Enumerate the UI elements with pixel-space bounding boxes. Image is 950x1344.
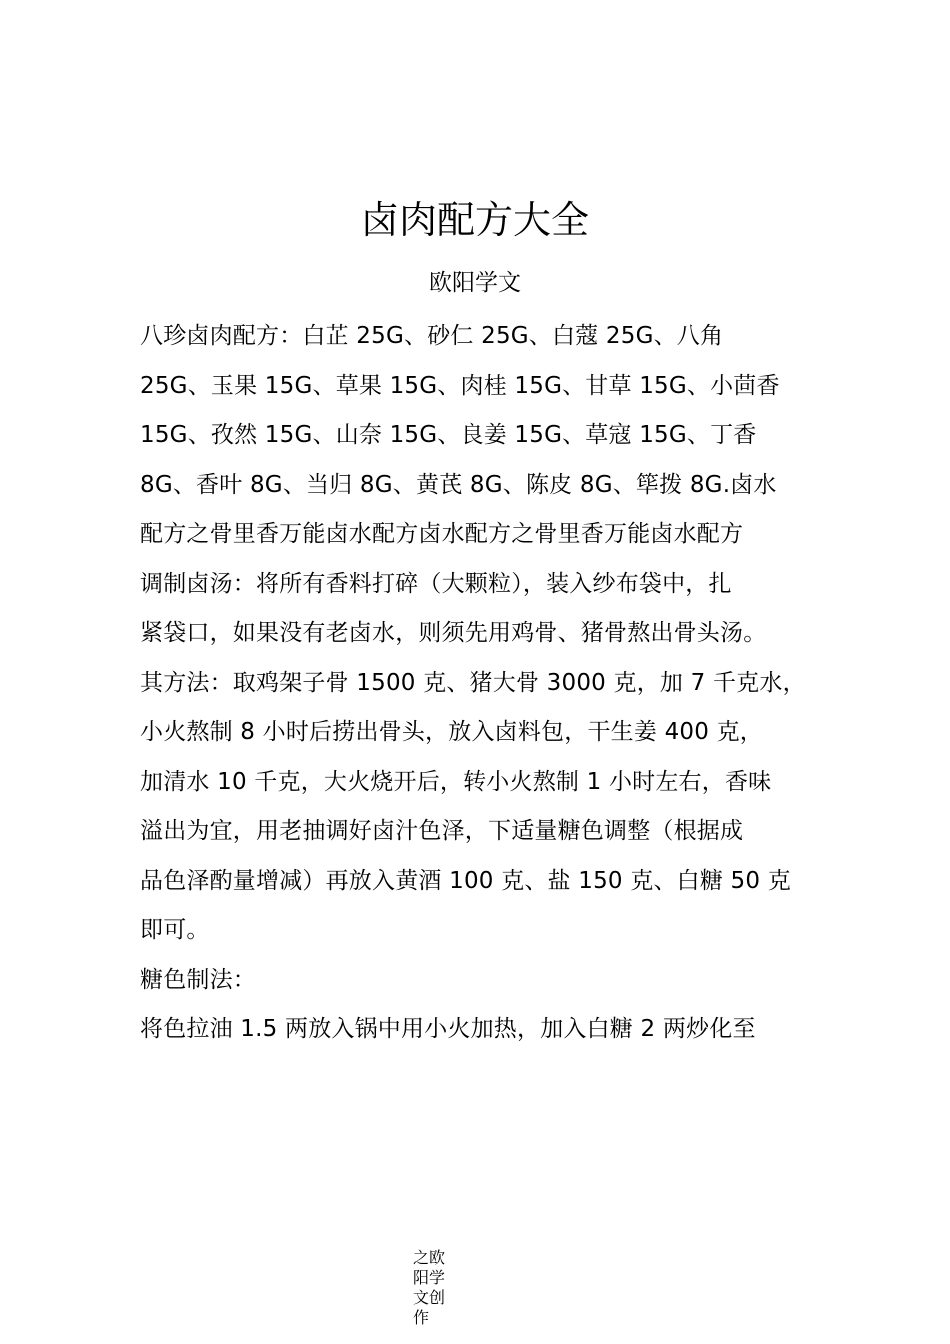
body-line: 八珍卤肉配方：白芷 25G、砂仁 25G、白蔻 25G、八角 bbox=[140, 323, 724, 349]
body-line: 品色泽酌量增减）再放入黄酒 100 克、盐 150 克、白糖 50 克 bbox=[140, 867, 791, 894]
document-body bbox=[140, 316, 840, 1059]
document-title: 卤肉配方大全 bbox=[360, 198, 589, 242]
body-line: 即可。 bbox=[140, 917, 210, 943]
body-line: 15G、孜然 15G、山奈 15G、良姜 15G、草寇 15G、丁香 bbox=[140, 422, 757, 448]
body-line: 紧袋口，如果没有老卤水，则须先用鸡骨、猪骨熬出骨头汤。 bbox=[140, 620, 767, 646]
body-line: 溢出为宜，用老抽调好卤汁色泽，下适量糖色调整（根据成 bbox=[140, 818, 744, 844]
body-line: 25G、玉果 15G、草果 15G、肉桂 15G、甘草 15G、小茴香 bbox=[140, 372, 780, 399]
body-line: 其方法：取鸡架子骨 1500 克、猪大骨 3000 克，加 7 千克水， bbox=[140, 669, 806, 696]
body-line: 糖色制法： bbox=[140, 966, 256, 993]
footer-note: 之欧阳学文创作 bbox=[413, 1248, 446, 1327]
document-author: 欧阳学文 bbox=[429, 270, 521, 296]
body-line: 8G、香叶 8G、当归 8G、黄芪 8G、陈皮 8G、筚拨 8G.卤水 bbox=[140, 471, 777, 498]
body-line: 加清水 10 千克，大火烧开后，转小火熬制 1 小时左右，香味 bbox=[140, 768, 772, 795]
body-line: 将色拉油 1.5 两放入锅中用小火加热，加入白糖 2 两炒化至 bbox=[140, 1016, 756, 1042]
body-line: 配方之骨里香万能卤水配方卤水配方之骨里香万能卤水配方 bbox=[140, 521, 744, 547]
body-line: 调制卤汤：将所有香料打碎（大颗粒），装入纱布袋中，扎 bbox=[140, 570, 732, 597]
body-line: 小火熬制 8 小时后捞出骨头，放入卤料包，干生姜 400 克， bbox=[140, 719, 763, 745]
